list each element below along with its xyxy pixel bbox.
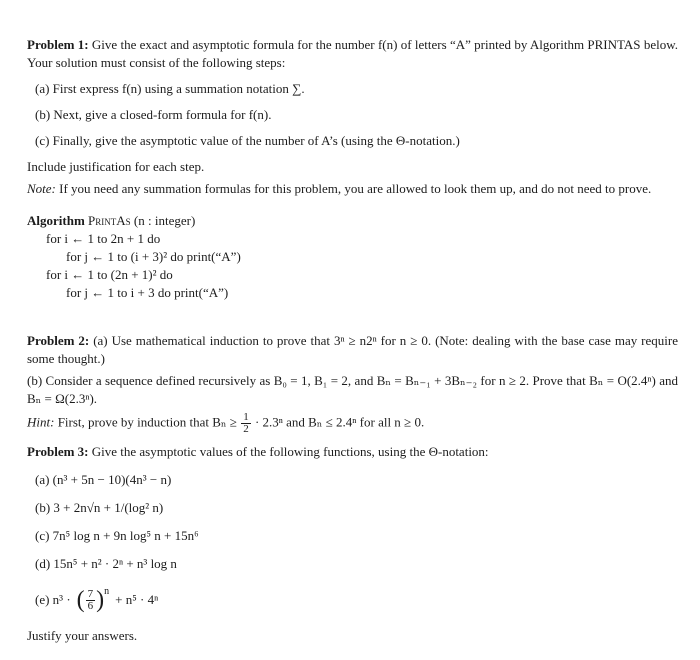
problem2-hint bbox=[27, 412, 678, 435]
problem1-intro bbox=[27, 36, 678, 72]
hint-post: · 2.3ⁿ and Bₙ ≤ 2.4ⁿ for all n ≥ 0. bbox=[254, 414, 425, 430]
hint-label: Hint: bbox=[27, 414, 55, 430]
algorithm-block bbox=[27, 212, 678, 302]
item-e-denominator: 6 bbox=[87, 599, 94, 612]
algorithm-header bbox=[27, 212, 678, 230]
hint-fraction-numerator: 1 bbox=[243, 411, 249, 423]
problem1-note bbox=[27, 180, 678, 198]
algorithm-param: (n : integer) bbox=[133, 213, 196, 228]
problem3-item-c: (c) 7n⁵ log n + 9n log⁵ n + 15n⁶ bbox=[35, 528, 199, 543]
item-e-exponent: n bbox=[104, 586, 110, 597]
problem1-step-c: (c) Finally, give the asymptotic value of the number of A’s (using the Θ-notation.) bbox=[35, 133, 460, 148]
note-text: If you need any summation formulas for this problem, you are allowed to look them up, and do not need to prove. bbox=[59, 181, 652, 196]
left-paren: ( bbox=[70, 587, 85, 613]
problem3-justify: Justify your answers. bbox=[27, 628, 138, 643]
problem2-part-b: (b) Consider a sequence defined recursively as B₀ = 1, B₁ = 2, and Bₙ = Bₙ₋₁ + 3Bₙ₋₂ for n ≥ 2. Prove that Bₙ = O(2.4ⁿ) and Bₙ = Ω(2.3ⁿ). bbox=[27, 373, 678, 406]
right-paren: ) bbox=[96, 587, 105, 613]
problem3-item-e bbox=[35, 581, 678, 619]
problem2-part-a-text: (a) Use mathematical induction to prove that 3ⁿ ≥ n2ⁿ for n ≥ 0. (Note: dealing with the base case may require some thought.) bbox=[27, 333, 678, 366]
item-e-suffix: + n⁵ · 4ⁿ bbox=[115, 592, 159, 607]
problem3-intro-text: Give the asymptotic values of the following functions, using the Θ-notation: bbox=[91, 444, 489, 459]
problem3-item-d: (d) 15n⁵ + n² · 2ⁿ + n³ log n bbox=[35, 556, 177, 571]
problem1-intro-text: Give the exact and asymptotic formula for the number f(n) of letters “A” printed by Algorithm PRINTAS below. Your solution must consist of the following steps: bbox=[27, 37, 679, 70]
hint-fraction bbox=[241, 412, 251, 435]
algorithm-line-2: for j ← 1 to (i + 3)² do print(“A”) bbox=[66, 249, 241, 264]
item-e-numerator: 7 bbox=[87, 587, 94, 600]
problem3-intro bbox=[27, 443, 678, 461]
problem1-step-a: (a) First express f(n) using a summation notation ∑. bbox=[35, 81, 305, 96]
problem1-step-b: (b) Next, give a closed-form formula for f(n). bbox=[35, 107, 272, 122]
problem1-heading: Problem 1: bbox=[27, 37, 89, 52]
algorithm-keyword: Algorithm bbox=[27, 213, 85, 228]
problem1-justify: Include justification for each step. bbox=[27, 159, 205, 174]
problem2-part-a bbox=[27, 332, 678, 368]
item-e-prefix: (e) n³ · bbox=[35, 592, 71, 607]
note-label: Note: bbox=[27, 181, 56, 196]
algorithm-line-3: for i ← 1 to (2n + 1)² do bbox=[46, 267, 173, 282]
algorithm-line-1: for i ← 1 to 2n + 1 do bbox=[46, 231, 161, 246]
problem3-item-a: (a) (n³ + 5n − 10)(4n³ − n) bbox=[35, 472, 172, 487]
hint-fraction-denominator: 2 bbox=[243, 423, 249, 435]
algorithm-name: PrintAs bbox=[88, 213, 131, 228]
problem3-heading: Problem 3: bbox=[27, 444, 89, 459]
hint-pre: First, prove by induction that Bₙ ≥ bbox=[57, 414, 237, 430]
problem2-heading: Problem 2: bbox=[27, 333, 90, 348]
algorithm-line-4: for j ← 1 to i + 3 do print(“A”) bbox=[66, 285, 229, 300]
problem3-item-b: (b) 3 + 2n√n + 1/(log² n) bbox=[35, 500, 164, 515]
item-e-fraction bbox=[86, 589, 96, 612]
